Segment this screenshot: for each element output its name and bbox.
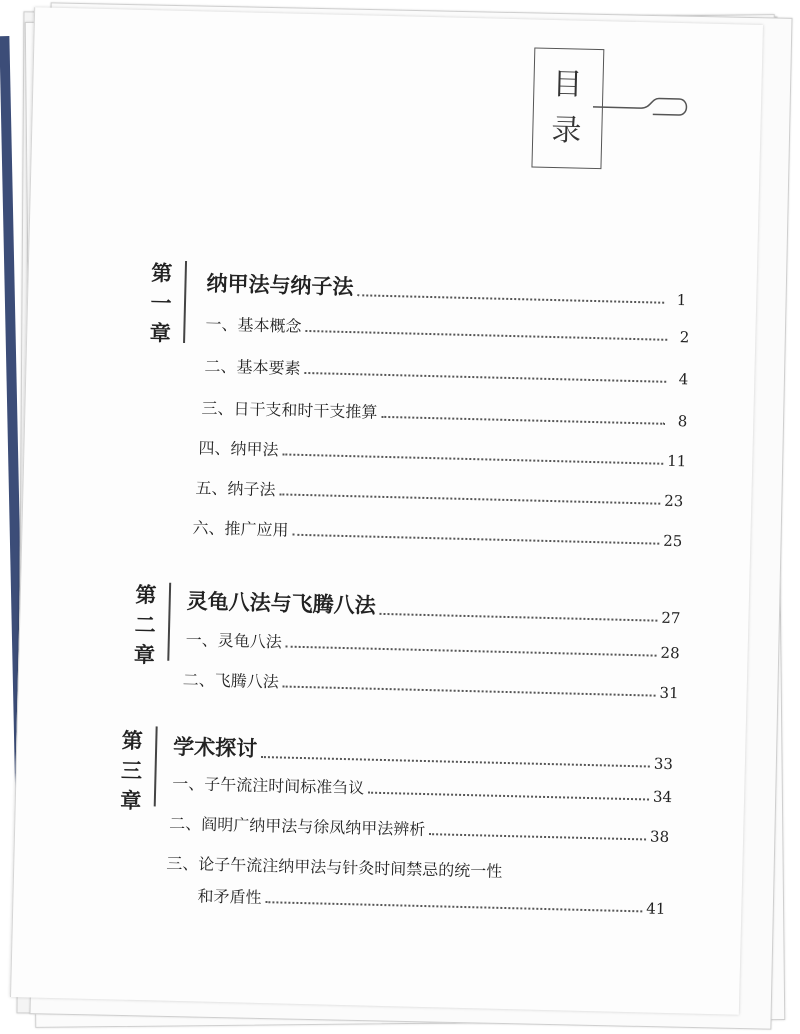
- chapter-divider: [167, 583, 170, 661]
- page-number: 2: [679, 328, 690, 347]
- page-number: 23: [664, 491, 684, 511]
- entry-title: 二、飞腾八法: [182, 670, 280, 692]
- toc-entry[interactable]: [172, 771, 672, 806]
- entry-title: 四、纳甲法: [198, 438, 279, 460]
- page-number: 34: [652, 787, 673, 807]
- toc-entry-continuation[interactable]: [197, 884, 665, 918]
- toc-chapter-heading[interactable]: [173, 731, 674, 773]
- toc-entry[interactable]: [204, 354, 688, 389]
- entry-title: 三、论子午流注纳甲法与针灸时间禁忌的统一性: [166, 853, 503, 881]
- entry-title: 五、纳子法: [195, 478, 276, 500]
- page-number: 11: [666, 451, 687, 471]
- title-ornament-icon: [593, 93, 694, 125]
- chapter-label-char: 一: [150, 290, 172, 316]
- chapter-label-char: 第: [121, 727, 144, 754]
- page-number: 8: [677, 412, 688, 431]
- page-number: 25: [663, 531, 683, 551]
- chapter-label-char: 第: [150, 260, 173, 286]
- toc-entry[interactable]: [186, 627, 680, 662]
- chapter-label: [115, 725, 147, 816]
- toc-entry[interactable]: [201, 395, 687, 430]
- page-number: 31: [659, 683, 679, 703]
- toc-title-char: 录: [550, 112, 584, 149]
- toc-title-char: 目: [552, 66, 585, 103]
- chapter-label-char: 二: [134, 611, 156, 638]
- page-number: 38: [649, 827, 670, 846]
- entry-title: 六、推广应用: [192, 518, 289, 540]
- page-number: 33: [653, 754, 674, 774]
- toc-entry[interactable]: [198, 435, 686, 470]
- toc-entry[interactable]: [205, 312, 689, 347]
- toc-chapter-heading[interactable]: [186, 585, 681, 627]
- chapter-label-char: 章: [120, 787, 142, 814]
- leader-dots: [265, 900, 642, 912]
- leader-dots: [261, 755, 650, 768]
- chapter-label-char: 第: [135, 581, 157, 608]
- toc-entry[interactable]: [192, 515, 682, 550]
- leader-dots: [283, 685, 656, 697]
- entry-title: 和矛盾性: [197, 886, 262, 908]
- entry-title: 一、子午流注时间标准刍议: [172, 773, 365, 798]
- page-number: 27: [661, 608, 681, 628]
- chapter-title: 灵龟八法与飞腾八法: [186, 588, 376, 618]
- toc-entry[interactable]: [169, 811, 669, 846]
- toc-page: [10, 7, 763, 1015]
- page-number: 41: [646, 899, 666, 918]
- page-number: 28: [660, 643, 680, 663]
- chapter-label-char: 三: [120, 757, 143, 784]
- leader-dots: [381, 415, 665, 425]
- leader-dots: [379, 612, 657, 622]
- leader-dots: [286, 645, 657, 657]
- leader-dots: [279, 492, 660, 504]
- chapter-title: 学术探讨: [172, 733, 258, 761]
- leader-dots: [357, 293, 664, 303]
- entry-title: 三、日干支和时干支推算: [201, 398, 378, 422]
- chapter-divider: [154, 726, 157, 806]
- chapter-label: [129, 580, 161, 671]
- leader-dots: [429, 832, 646, 840]
- chapter-label-char: 章: [133, 641, 156, 668]
- leader-dots: [305, 329, 667, 341]
- leader-dots: [368, 791, 649, 801]
- page-number: 4: [678, 370, 689, 389]
- leader-dots: [304, 371, 666, 383]
- chapter-label-char: 章: [149, 320, 172, 346]
- toc-entry[interactable]: [195, 475, 683, 510]
- chapter-divider: [183, 261, 187, 343]
- toc-entry[interactable]: [166, 851, 566, 884]
- page-number: 1: [676, 291, 687, 310]
- chapter-title: 纳甲法与纳子法: [206, 270, 354, 300]
- chapter-label: [145, 258, 177, 349]
- entry-title: 一、基本概念: [205, 314, 302, 336]
- entry-title: 二、基本要素: [204, 356, 301, 378]
- entry-title: 一、灵龟八法: [185, 630, 283, 652]
- leader-dots: [292, 533, 659, 545]
- entry-title: 二、阎明广纳甲法与徐凤纳甲法辨析: [169, 813, 426, 840]
- toc-chapter-heading[interactable]: [206, 268, 687, 310]
- toc-entry[interactable]: [183, 667, 679, 702]
- leader-dots: [282, 452, 663, 464]
